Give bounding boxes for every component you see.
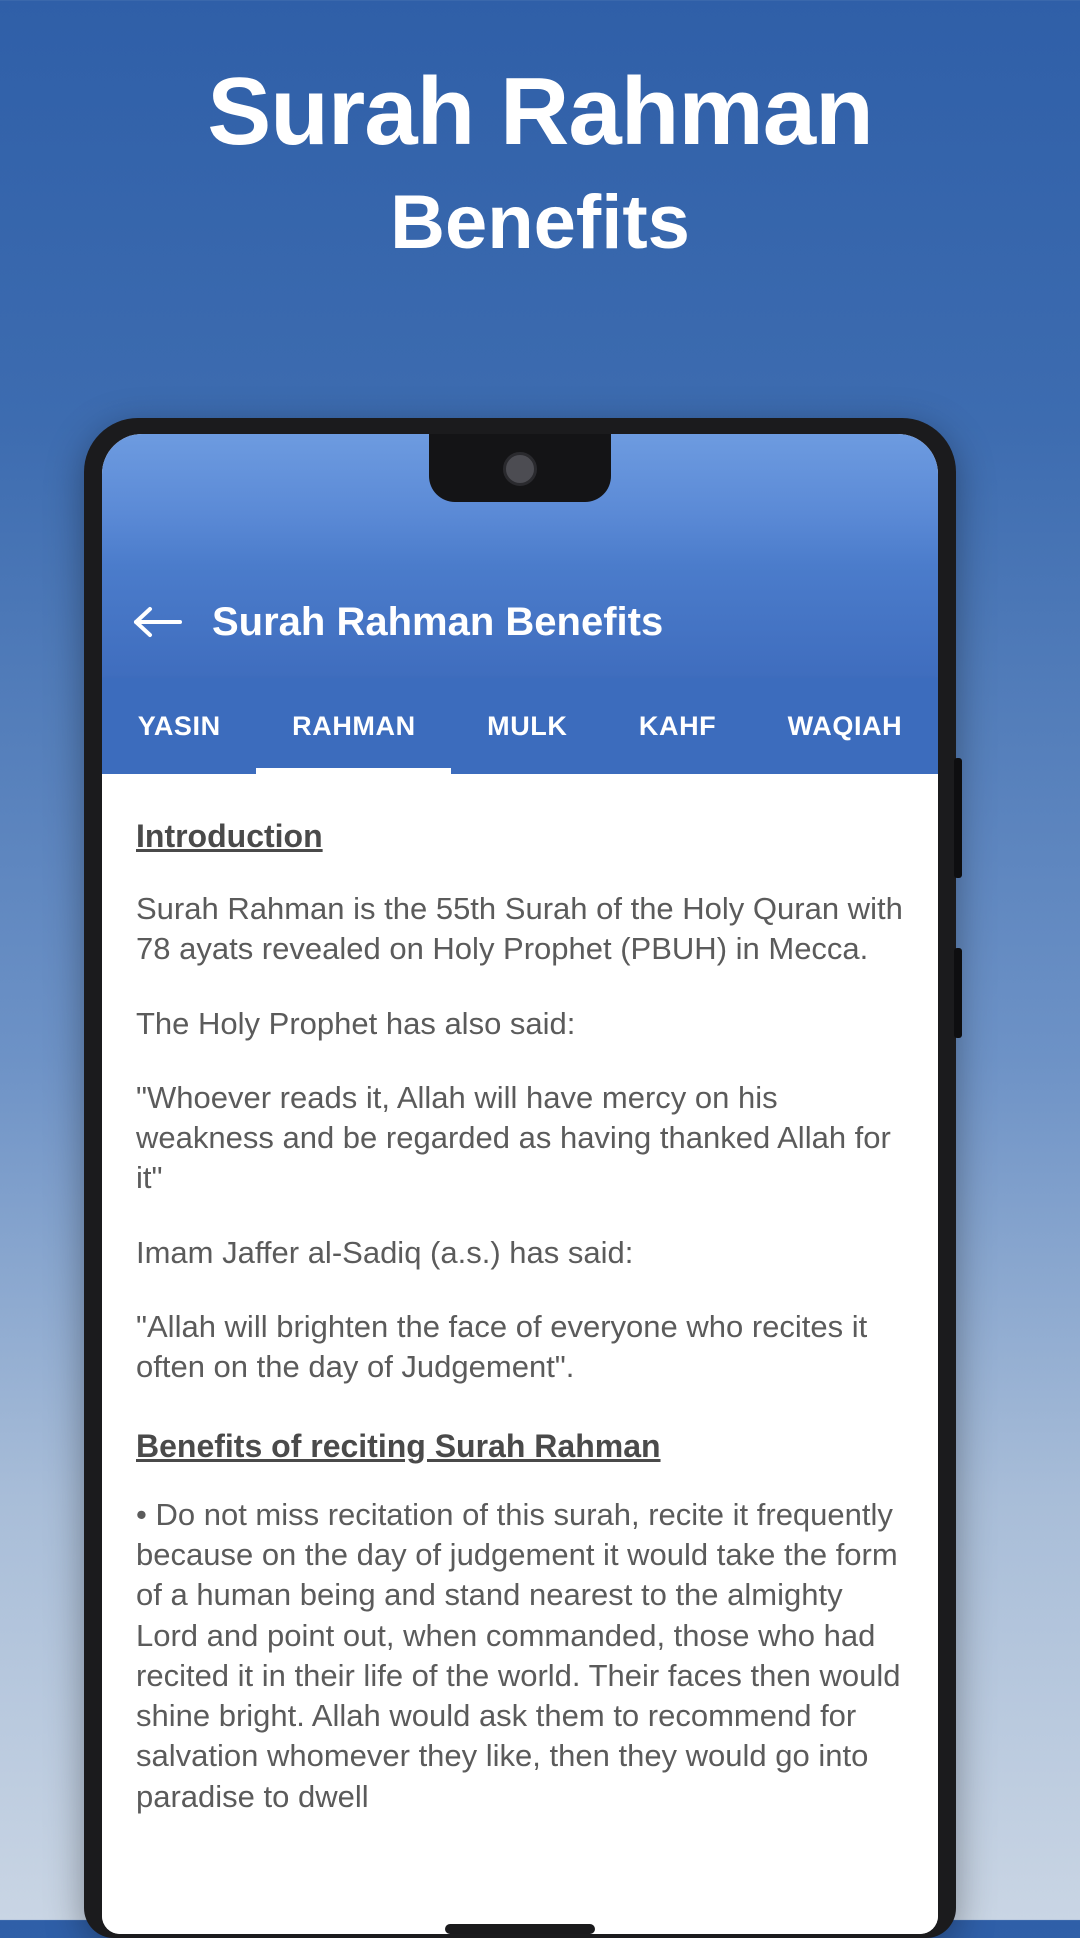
hadith-quote-2: "Allah will brighten the face of everyone who recites it often on the day of Judgement". bbox=[136, 1309, 868, 1385]
phone-volume-button bbox=[954, 948, 962, 1038]
benefit-item-1: • Do not miss recitation of this surah, recite it frequently because on the day of judgement it would take the form of a human being and stand nearest to the almighty Lord and point out, when commanded, those who had recited it in their life of the world. Their faces then would shine bright. Allah would ask them to recommend for salvation whomever they like, then they would go into paradise to dwell bbox=[136, 1496, 901, 1814]
phone-notch bbox=[429, 434, 611, 502]
page-title: Surah Rahman Benefits bbox=[212, 599, 664, 644]
introduction-heading: Introduction bbox=[136, 818, 323, 854]
tab-rahman[interactable]: RAHMAN bbox=[256, 678, 451, 774]
app-bar bbox=[102, 566, 938, 678]
tab-waqiah[interactable]: WAQIAH bbox=[787, 710, 903, 741]
tab-bar bbox=[102, 678, 938, 774]
phone-screen bbox=[102, 434, 938, 1934]
intro-paragraph-1: Surah Rahman is the 55th Surah of the Holy Quran with 78 ayats revealed on Holy Prophet (PBUH) in Mecca. bbox=[136, 891, 903, 967]
tab-kahf[interactable]: KAHF bbox=[638, 710, 717, 741]
home-indicator bbox=[445, 1924, 595, 1934]
tab-mulk[interactable]: MULK bbox=[487, 710, 568, 741]
front-camera-icon bbox=[503, 452, 537, 486]
intro-paragraph-3: Imam Jaffer al-Sadiq (a.s.) has said: bbox=[136, 1234, 634, 1270]
promo-headline bbox=[0, 58, 1080, 265]
promo-title-line1: Surah Rahman bbox=[207, 58, 873, 165]
back-arrow-icon[interactable] bbox=[132, 596, 184, 648]
promo-title-line2: Benefits bbox=[390, 179, 690, 265]
benefits-heading: Benefits of reciting Surah Rahman bbox=[136, 1427, 661, 1464]
phone-power-button bbox=[954, 758, 962, 878]
hadith-quote-1: "Whoever reads it, Allah will have mercy on his weakness and be regarded as having thanked Allah for it" bbox=[136, 1079, 891, 1196]
status-bar bbox=[102, 434, 938, 566]
tab-yasin[interactable]: YASIN bbox=[137, 710, 221, 741]
phone-mockup bbox=[84, 418, 956, 1938]
content-area[interactable] bbox=[102, 774, 938, 1934]
intro-paragraph-2: The Holy Prophet has also said: bbox=[136, 1005, 576, 1041]
